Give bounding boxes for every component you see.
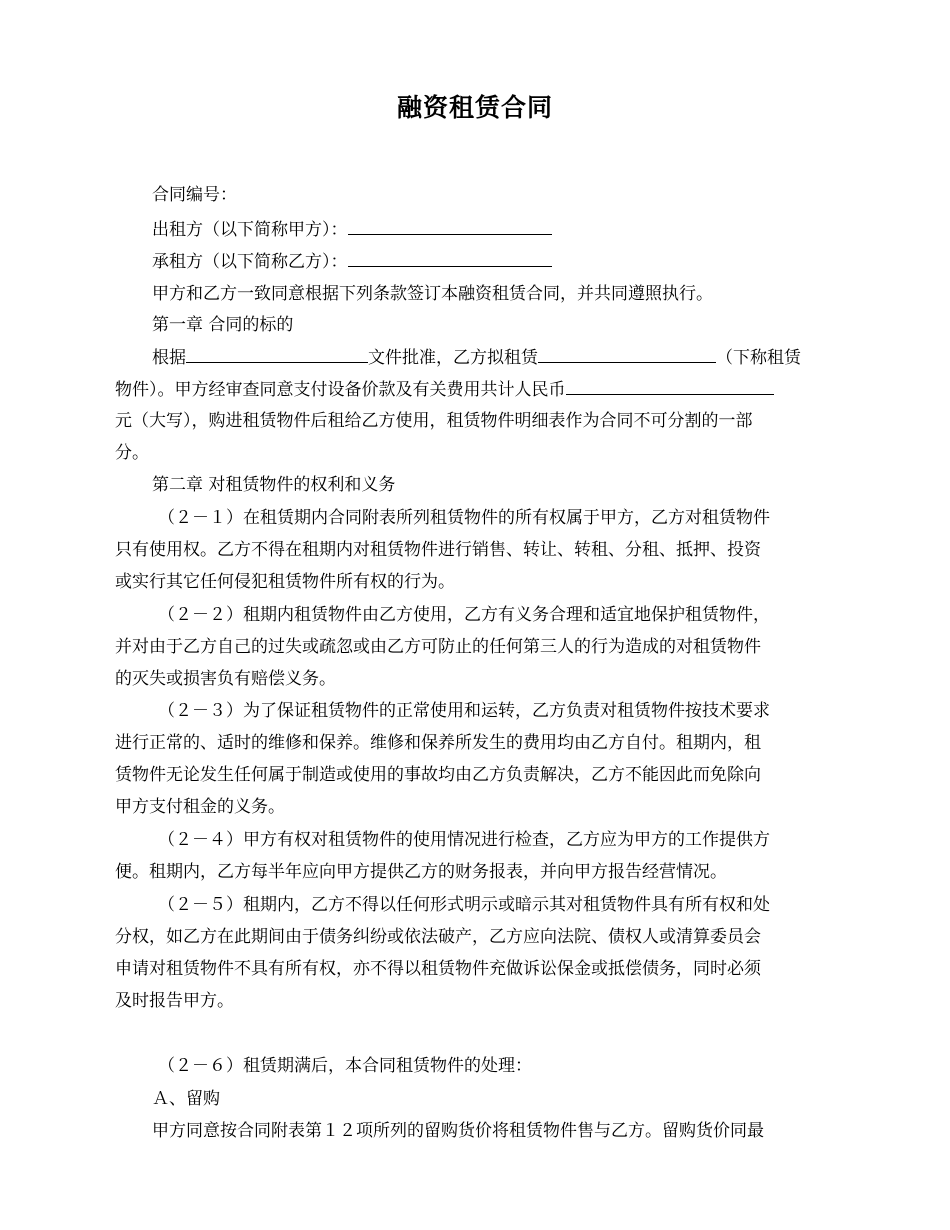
lessee-line [152,250,552,273]
page-title: 融资租赁合同 [396,93,553,122]
leased-item-blank[interactable] [538,346,716,363]
clause-2-2-line: 的灭失或损害负有赔偿义务。 [115,669,336,689]
clause-2-1-line: （２－１）在租赁期内合同附表所列租赁物件的所有权属于甲方，乙方对租赁物件 [158,508,770,528]
clause-2-1-line: 或实行其它任何侵犯租赁物件所有权的行为。 [115,572,455,592]
amount-blank[interactable] [566,378,774,395]
text-segment: 物件）。甲方经审查同意支付设备价款及有关费用共计人民币 [115,380,566,400]
text-segment: （下称租赁 [716,348,801,368]
clause-2-3-line: （２－３）为了保证租赁物件的正常使用和运转，乙方负责对租赁物件按技术要求 [158,701,770,721]
clause-2-2-line: 并对由于乙方自己的过失或疏忽或由乙方可防止的任何第三人的行为造成的对租赁物件 [115,637,761,657]
clause-2-4-line: 便。租期内，乙方每半年应向甲方提供乙方的财务报表，并向甲方报告经营情况。 [115,862,727,882]
clause-2-1-line: 只有使用权。乙方不得在租期内对租赁物件进行销售、转让、转租、分租、抵押、投资 [115,540,761,560]
contract-number-line [152,184,237,206]
text-segment: 根据 [152,348,186,368]
clause-2-4-line: （２－４）甲方有权对租赁物件的使用情况进行检查，乙方应为甲方的工作提供方 [158,830,770,850]
text-segment: 文件批准，乙方拟租赁 [368,348,538,368]
chapter-1-title: 第一章 合同的标的 [152,315,294,335]
contract-number-label: 合同编号： [152,185,237,205]
option-a-text: 甲方同意按合同附表第１２项所列的留购货价将租赁物件售与乙方。留购货价同最 [152,1121,764,1141]
clause-2-5-line: 及时报告甲方。 [115,991,234,1011]
chapter-2-title: 第二章 对租赁物件的权利和义务 [152,475,396,495]
option-a-title: Ａ、留购 [152,1089,220,1109]
clause-2-5-line: 分权，如乙方在此期间由于债务纠纷或依法破产，乙方应向法院、债权人或清算委员会 [115,927,761,947]
clause-2-3-line: 赁物件无论发生任何属于制造或使用的事故均由乙方负责解决，乙方不能因此而免除向 [115,765,761,785]
chapter-1-line: 分。 [115,443,149,463]
clause-2-3-line: 甲方支付租金的义务。 [115,797,285,817]
lessor-line [152,218,552,241]
clause-2-2-line: （２－２）租期内租赁物件由乙方使用，乙方有义务合理和适宜地保护租赁物件， [158,605,770,625]
clause-2-5-line: （２－５）租期内，乙方不得以任何形式明示或暗示其对租赁物件具有所有权和处 [158,895,770,915]
lessor-label: 出租方（以下简称甲方）： [152,220,348,240]
chapter-1-line: 元（大写），购进租赁物件后租给乙方使用，租赁物件明细表作为合同不可分割的一部 [115,411,753,431]
chapter-1-line [152,346,801,369]
chapter-1-line [115,378,774,401]
approval-document-blank[interactable] [186,346,368,363]
intro-paragraph: 甲方和乙方一致同意根据下列条款签订本融资租赁合同，并共同遵照执行。 [152,284,713,304]
lessee-blank[interactable] [348,250,552,267]
clause-2-3-line: 进行正常的、适时的维修和保养。维修和保养所发生的费用均由乙方自付。租期内，租 [115,733,761,753]
lessor-blank[interactable] [348,218,552,235]
clause-2-6-line: （２－６）租赁期满后，本合同租赁物件的处理： [158,1056,532,1076]
lessee-label: 承租方（以下简称乙方）： [152,252,348,272]
clause-2-5-line: 申请对租赁物件不具有所有权，亦不得以租赁物件充做诉讼保金或抵偿债务，同时必须 [115,959,761,979]
